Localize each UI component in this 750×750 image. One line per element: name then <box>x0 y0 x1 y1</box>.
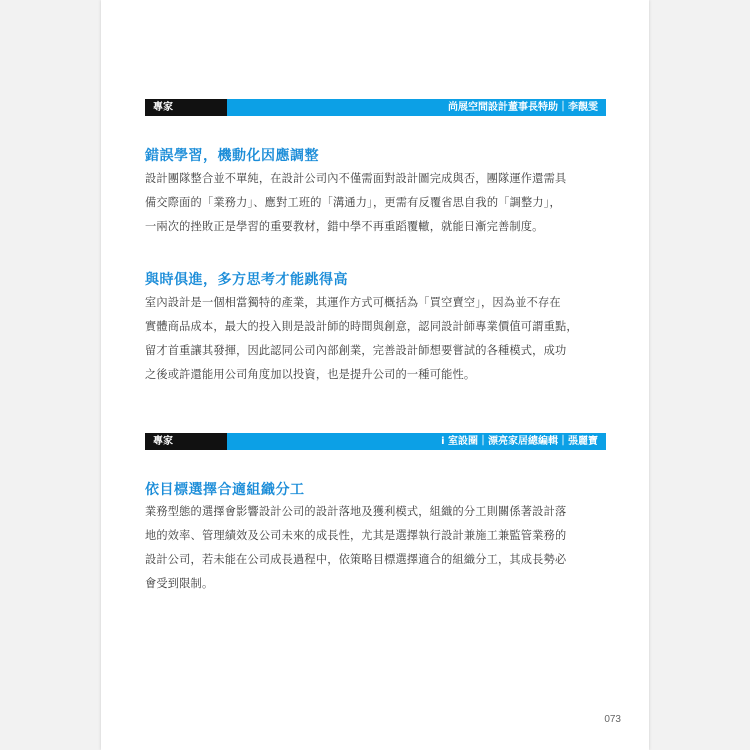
expert-bar <box>145 433 606 450</box>
expert-tag: 專家 <box>145 99 227 116</box>
text-line: 會受到限制。 <box>145 577 214 590</box>
text-line: 備交際面的「業務力」、應對工班的「溝通力」，更需有反覆省思自我的「調整力」， <box>145 196 561 209</box>
expert-tag: 專家 <box>145 433 227 450</box>
text-line: 設計公司，若未能在公司成長過程中，依策略目標選擇適合的組織分工，其成長勢必 <box>145 553 567 566</box>
expert-name: i 室設圈｜漂亮家居總編輯｜張麗寶 <box>227 433 606 450</box>
text-line: 室內設計是一個相當獨特的產業，其運作方式可概括為「買空賣空」，因為並不存在 <box>145 296 561 309</box>
section-heading: 錯誤學習，機動化因應調整 <box>145 148 319 164</box>
text-line: 業務型態的選擇會影響設計公司的設計落地及獲利模式，組織的分工則關係著設計落 <box>145 505 567 518</box>
page-number: 073 <box>604 714 621 725</box>
text-line: 實體商品成本，最大的投入則是設計師的時間與創意，認同設計師專業價值可謂重點， <box>145 320 578 333</box>
text-line: 留才首重讓其發揮，因此認同公司內部創業，完善設計師想要嘗試的各種模式，成功 <box>145 344 567 357</box>
text-line: 一兩次的挫敗正是學習的重要教材，錯中學不再重蹈覆轍，就能日漸完善制度。 <box>145 220 544 233</box>
paragraph <box>145 167 607 239</box>
book-page <box>101 0 649 750</box>
text-line: 設計團隊整合並不單純，在設計公司內不僅需面對設計圖完成與否，團隊運作還需具 <box>145 172 567 185</box>
expert-bar <box>145 99 606 116</box>
expert-name: 尚展空間設計董事長特助｜李靚雯 <box>227 99 606 116</box>
paragraph <box>145 291 607 387</box>
paragraph <box>145 500 607 596</box>
text-line: 地的效率、管理績效及公司未來的成長性，尤其是選擇執行設計兼施工兼監管業務的 <box>145 529 567 542</box>
text-line: 之後或許還能用公司角度加以投資，也是提升公司的一種可能性。 <box>145 368 476 381</box>
section-heading: 與時俱進，多方思考才能跳得高 <box>145 272 348 288</box>
section-heading: 依目標選擇合適組織分工 <box>145 482 305 498</box>
